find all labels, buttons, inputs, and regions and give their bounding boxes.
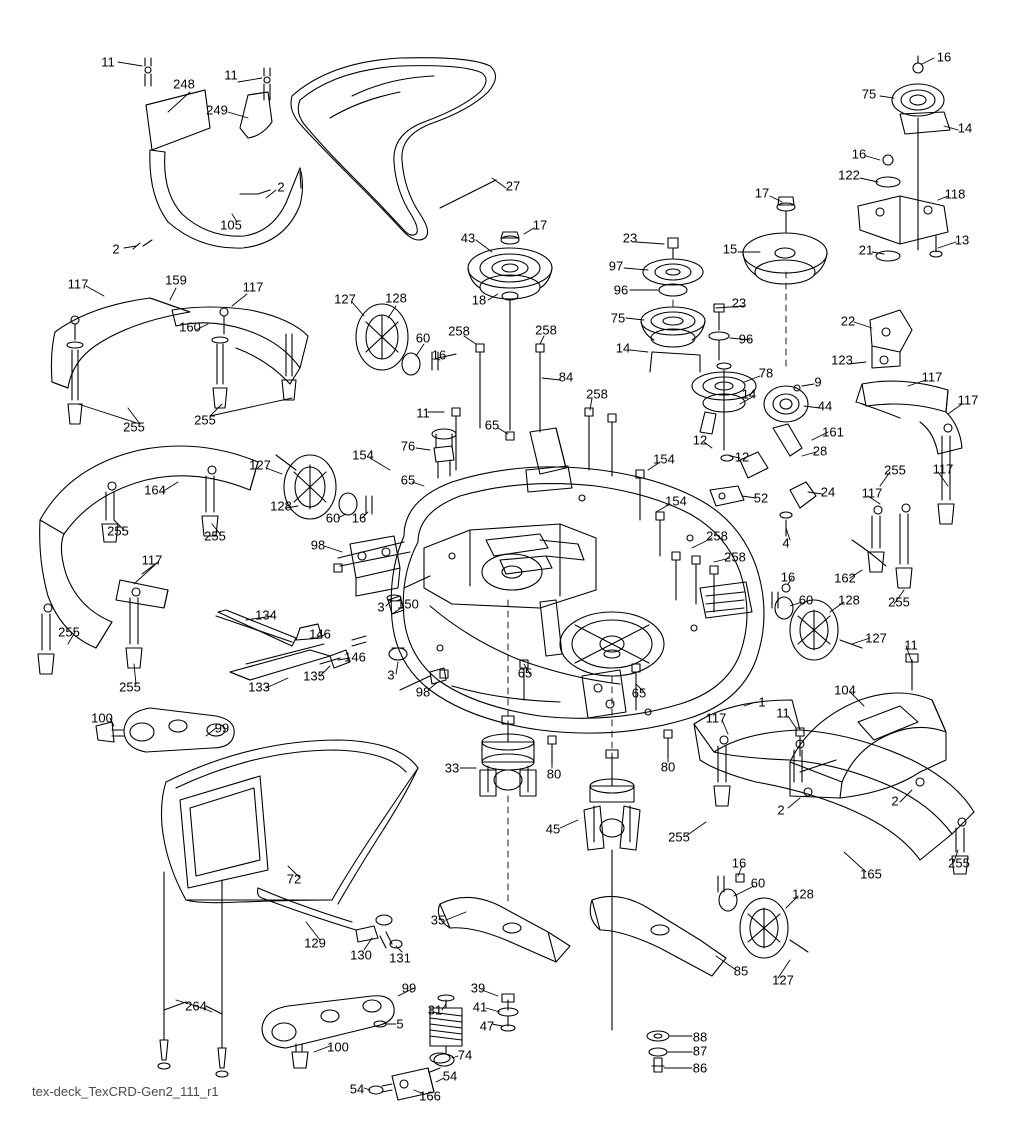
callout-label: 27 (505, 178, 521, 194)
callout-label: 255 (58, 624, 80, 640)
callout-label: 258 (586, 386, 608, 402)
callout-label: 85 (733, 963, 749, 979)
callout-label: 255 (194, 412, 216, 428)
callout-label: 5 (396, 1016, 404, 1032)
callout-label: 146 (309, 626, 331, 642)
callout-label: 258 (448, 323, 470, 339)
callout-label: 154 (352, 447, 374, 463)
callout-label: 255 (888, 594, 910, 610)
callout-label: 3 (387, 667, 395, 683)
callout-label: 104 (834, 682, 856, 698)
callout-label: 128 (838, 592, 860, 608)
callout-label: 11 (224, 67, 238, 83)
callout-label: 18 (471, 292, 487, 308)
callout-label: 117 (932, 461, 954, 477)
callout-label: 16 (731, 855, 747, 871)
callout-label: 14 (957, 120, 973, 136)
callout-label: 127 (772, 972, 794, 988)
callout-label: 33 (444, 760, 460, 776)
part-group-washers-88 (612, 880, 669, 1072)
callout-label: 11 (904, 637, 918, 653)
callout-label: 255 (204, 528, 226, 544)
callout-label: 2 (777, 802, 785, 818)
callout-label: 131 (389, 950, 411, 966)
callout-label: 105 (220, 217, 242, 233)
callout-label: 11 (101, 54, 115, 70)
callout-label: 99 (401, 980, 417, 996)
part-group-misc-hardware (334, 564, 804, 882)
part-group-blade-35 (438, 897, 570, 962)
callout-label: 154 (653, 451, 675, 467)
callout-label: 117 (705, 710, 727, 726)
callout-label: 21 (858, 242, 874, 258)
callout-label: 60 (325, 510, 341, 526)
callout-label: 65 (484, 417, 500, 433)
callout-label: 2 (277, 179, 285, 195)
callout-label: 97 (608, 258, 624, 274)
callout-label: 16 (431, 347, 447, 363)
callout-label: 258 (724, 549, 746, 565)
callout-label: 72 (286, 871, 302, 887)
callout-label: 52 (753, 490, 769, 506)
callout-label: 134 (255, 607, 277, 623)
callout-label: 2 (891, 793, 899, 809)
callout-label: 117 (957, 392, 979, 408)
callout-label: 96 (738, 331, 754, 347)
callout-label: 258 (706, 528, 728, 544)
callout-label: 16 (851, 146, 867, 162)
part-group-arm-99-lower (262, 996, 394, 1068)
callout-label: 60 (415, 330, 431, 346)
callout-label: 28 (812, 443, 828, 459)
part-group-rod-129 (258, 888, 403, 951)
callout-label: 255 (123, 419, 145, 435)
callout-label: 43 (460, 230, 476, 246)
callout-label: 255 (884, 462, 906, 478)
callout-label: 117 (921, 369, 943, 385)
callout-label: 160 (179, 319, 201, 335)
callout-label: 162 (834, 570, 856, 586)
callout-label: 60 (750, 875, 766, 891)
callout-label: 74 (457, 1047, 473, 1063)
callout-label: 166 (419, 1088, 441, 1104)
part-group-deflector-165 (694, 700, 974, 874)
callout-label: 54 (442, 1068, 458, 1084)
part-group-pulley-15 (743, 197, 827, 284)
callout-label: 88 (692, 1029, 708, 1045)
callout-label: 123 (831, 352, 853, 368)
callout-label: 117 (67, 276, 89, 292)
callout-label: 159 (165, 272, 187, 288)
callout-label: 255 (668, 829, 690, 845)
part-group-deck-cover-105 (133, 58, 303, 249)
callout-label: 76 (400, 438, 416, 454)
callout-label: 165 (860, 866, 882, 882)
callout-label: 3 (377, 599, 385, 615)
callout-label: 128 (792, 886, 814, 902)
part-group-wheel-128-a (356, 304, 456, 375)
callout-label: 16 (780, 569, 796, 585)
callout-label: 154 (665, 493, 687, 509)
callout-label: 118 (944, 186, 966, 202)
callout-label: 249 (206, 102, 228, 118)
callout-label: 127 (249, 457, 271, 473)
callout-label: 264 (185, 998, 207, 1014)
callout-label: 98 (415, 684, 431, 700)
callout-label: 47 (479, 1018, 495, 1034)
callout-label: 17 (532, 217, 548, 233)
callout-label: 87 (692, 1043, 708, 1059)
callout-label: 35 (430, 912, 446, 928)
callout-label: 12 (734, 449, 750, 465)
callout-label: 54 (349, 1081, 365, 1097)
callout-label: 75 (861, 86, 877, 102)
callout-label: 117 (861, 485, 883, 501)
callout-label: 146 (344, 649, 366, 665)
part-group-blade-85 (590, 896, 726, 976)
callout-label: 24 (820, 484, 836, 500)
callout-label: 130 (350, 947, 372, 963)
callout-label: 60 (798, 592, 814, 608)
callout-label: 128 (385, 290, 407, 306)
callout-label: 16 (351, 510, 367, 526)
diagram-caption: tex-deck_TexCRD-Gen2_111_r1 (32, 1084, 219, 1099)
callout-label: 22 (840, 313, 856, 329)
part-group-deflector-159 (51, 298, 308, 424)
part-group-chute-104 (790, 654, 946, 798)
callout-label: 99 (214, 720, 230, 736)
part-group-bracket-118 (858, 56, 950, 368)
callout-label: 4 (782, 535, 790, 551)
callout-label: 258 (535, 322, 557, 338)
callout-label: 84 (558, 369, 574, 385)
callout-label: 129 (304, 935, 326, 951)
callout-label: 78 (758, 365, 774, 381)
callout-label: 65 (400, 472, 416, 488)
callout-label: 16 (936, 49, 952, 65)
callout-label: 80 (660, 759, 676, 775)
callout-label: 65 (517, 665, 533, 681)
callout-label: 135 (303, 668, 325, 684)
callout-label: 96 (613, 282, 629, 298)
callout-label: 133 (248, 679, 270, 695)
callout-label: 127 (865, 630, 887, 646)
callout-label: 31 (427, 1002, 443, 1018)
callout-label: 12 (692, 432, 708, 448)
callout-label: 9 (814, 374, 822, 390)
callout-label: 98 (310, 537, 326, 553)
part-group-belt-27 (291, 58, 496, 240)
callout-label: 100 (327, 1039, 349, 1055)
callout-label: 14 (741, 386, 757, 402)
callout-label: 255 (119, 679, 141, 695)
callout-label: 23 (622, 230, 638, 246)
callout-label: 11 (416, 405, 430, 421)
callout-label: 2 (112, 241, 120, 257)
callout-label: 39 (470, 980, 486, 996)
callout-label: 75 (610, 310, 626, 326)
callout-label: 80 (546, 766, 562, 782)
callout-label: 1 (758, 694, 766, 710)
callout-label: 122 (838, 167, 860, 183)
callout-label: 128 (270, 498, 292, 514)
callout-label: 127 (334, 291, 356, 307)
part-group-bracket-166 (369, 1054, 454, 1100)
callout-label: 86 (692, 1060, 708, 1076)
callout-label: 44 (817, 398, 833, 414)
callout-label: 65 (631, 685, 647, 701)
callout-label: 161 (822, 424, 844, 440)
callout-label: 14 (615, 340, 631, 356)
callout-label: 100 (91, 710, 113, 726)
callout-label: 11 (776, 705, 790, 721)
callout-label: 15 (722, 241, 738, 257)
callout-label: 117 (242, 279, 264, 295)
callout-label: 117 (141, 552, 163, 568)
callout-label: 45 (545, 821, 561, 837)
callout-label: 41 (472, 999, 488, 1015)
callout-label: 13 (954, 232, 970, 248)
callout-label: 23 (731, 295, 747, 311)
callout-label: 17 (754, 185, 770, 201)
callout-label: 150 (397, 596, 419, 612)
callout-label: 255 (107, 523, 129, 539)
callout-label: 248 (173, 76, 195, 92)
callout-label: 164 (144, 482, 166, 498)
part-group-fasteners-258 (452, 340, 718, 710)
part-group-bracket-117-left (116, 580, 168, 608)
callout-label: 255 (948, 855, 970, 871)
